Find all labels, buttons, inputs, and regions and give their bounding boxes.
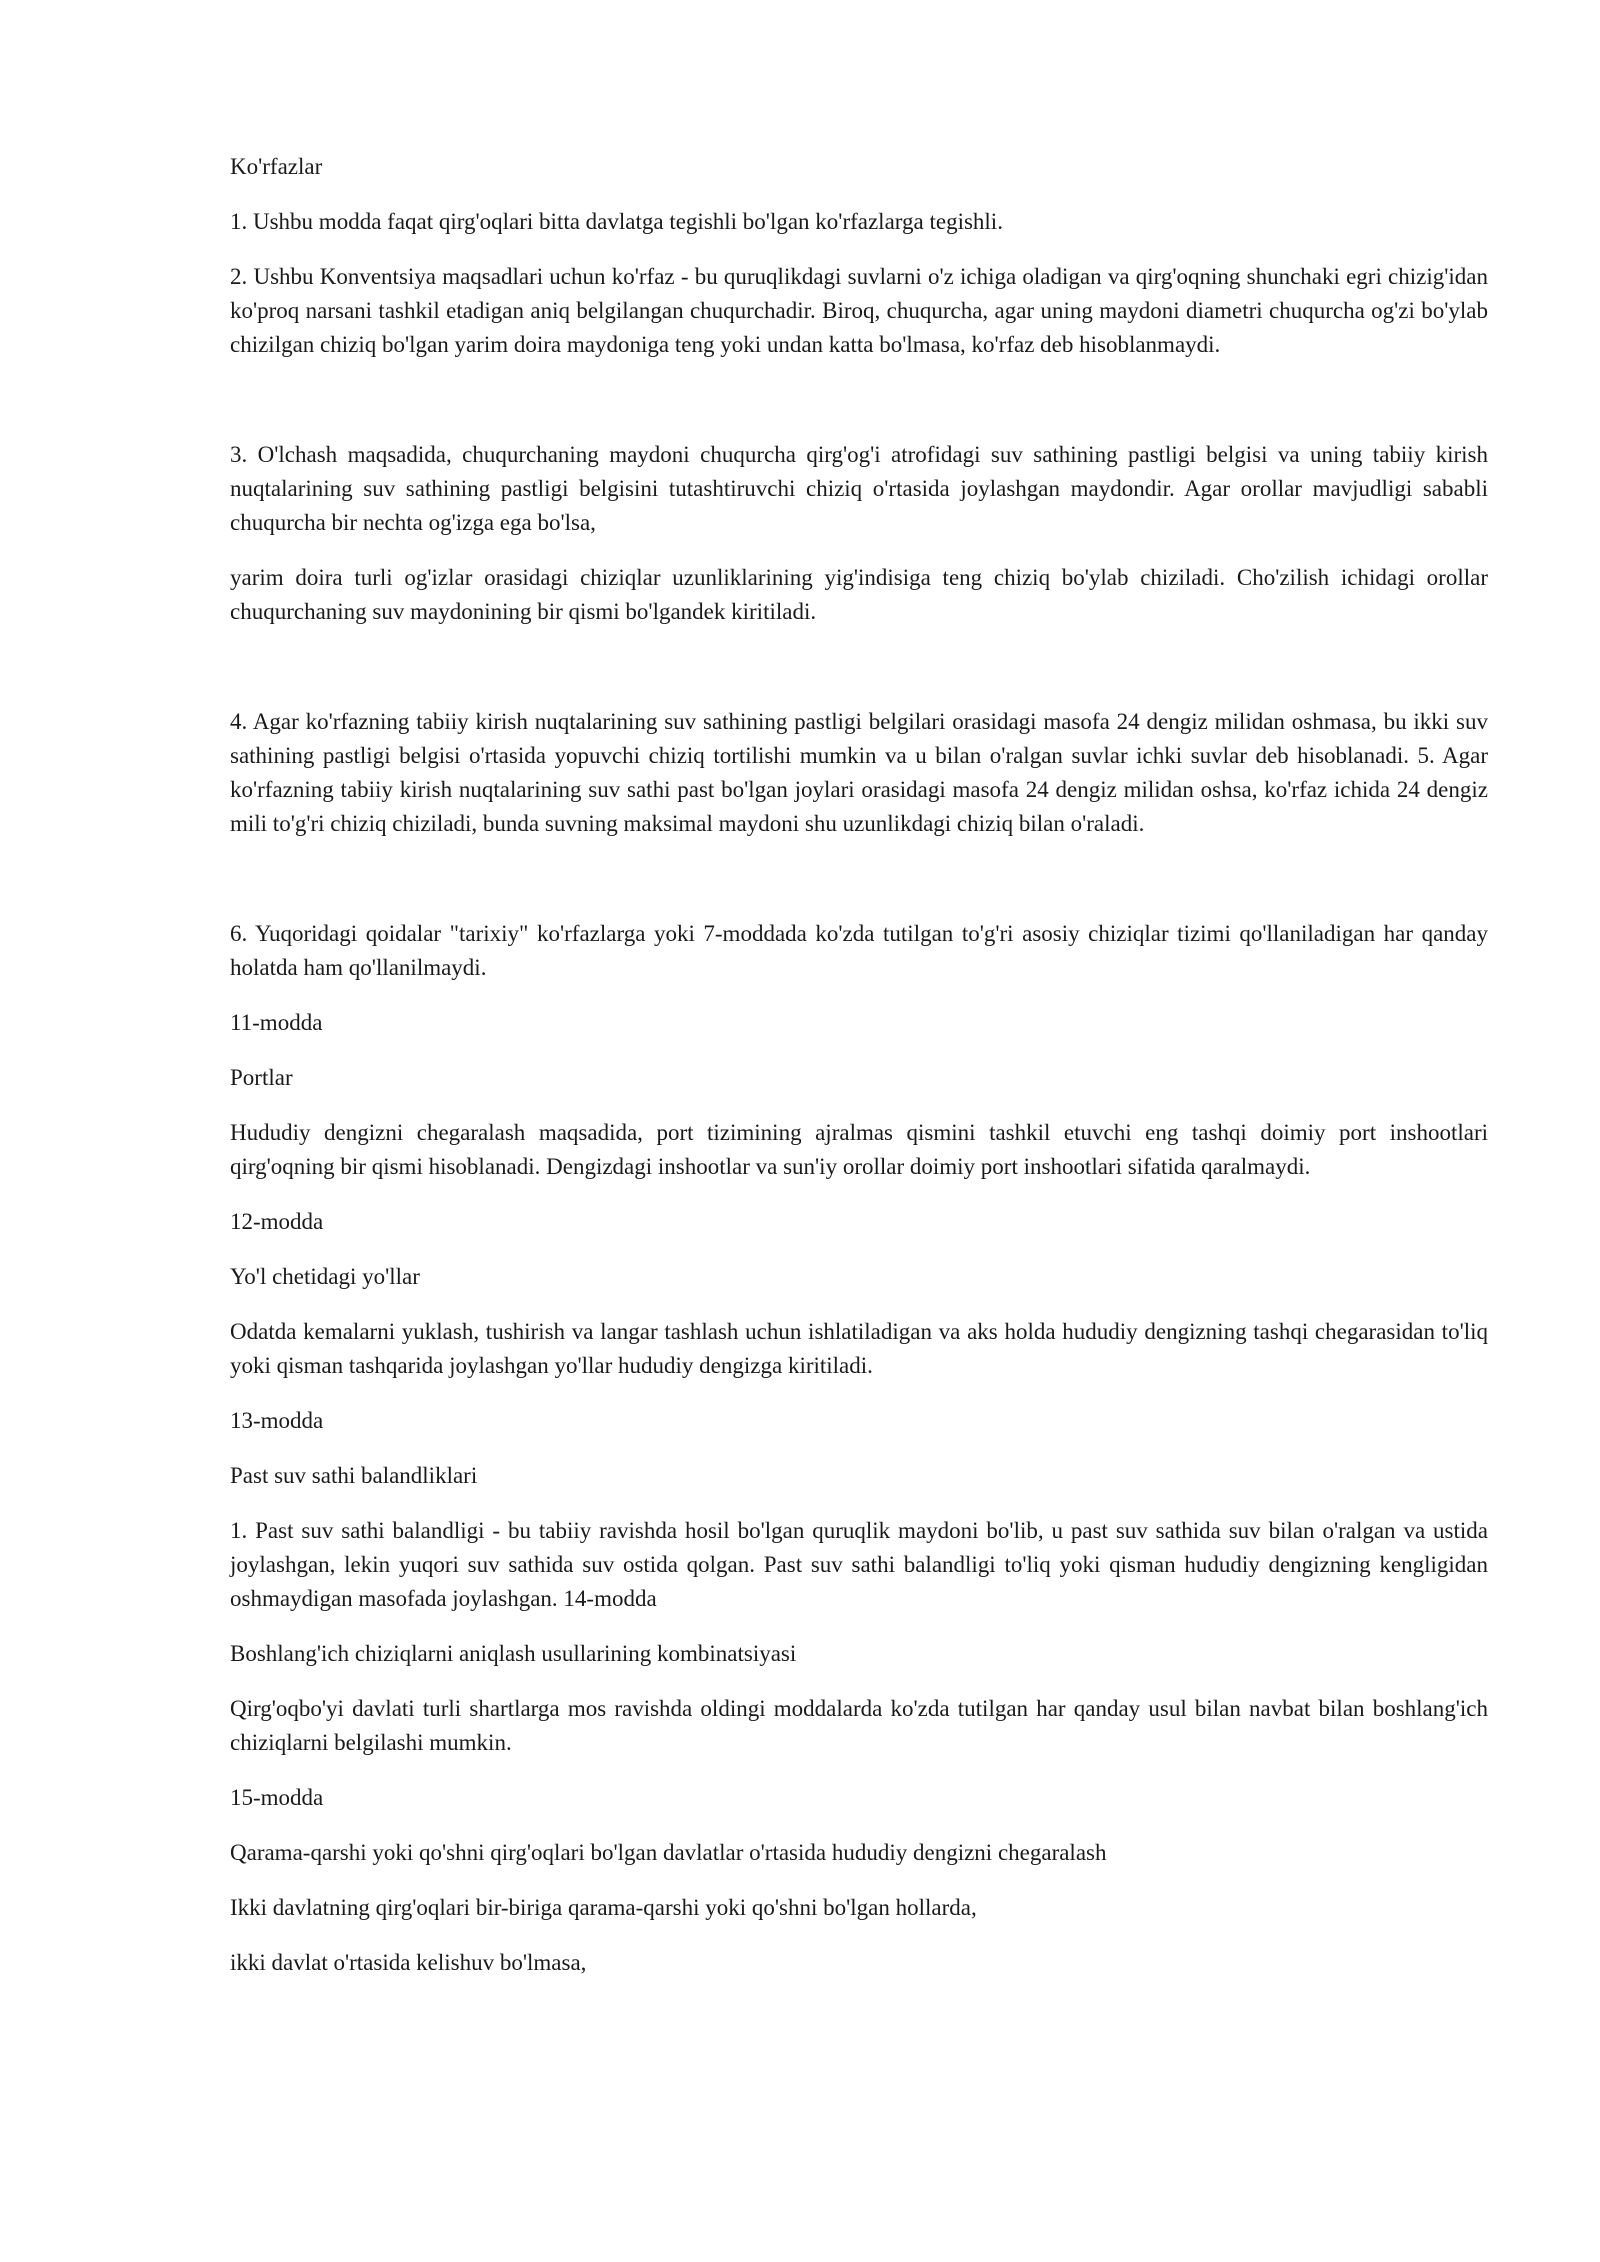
paragraph: 1. Ushbu modda faqat qirg'oqlari bitta davlatga tegishli bo'lgan ko'rfazlarga tegishli.: [230, 209, 1003, 234]
paragraph: Hududiy dengizni chegaralash maqsadida, port tizimining ajralmas qismini tashkil etuvchi eng tashqi doimiy port inshootlari qirg'oqning bir qismi hisoblanadi. Dengizdagi inshootlar va sun'iy orollar doimiy port inshootlari sifatida qaralmaydi.: [230, 1120, 1488, 1179]
paragraph: 3. O'lchash maqsadida, chuqurchaning maydoni chuqurcha qirg'og'i atrofidagi suv sathining pastligi belgisi va uning tabiiy kirish nuqtalarining suv sathining pastligi belgisini tutashtiruvchi chiziq o'rtasida joylashgan maydondir. Agar orollar mavjudligi sababli chuqurcha bir nechta og'izga ega bo'lsa,: [230, 442, 1488, 535]
article-title: Yo'l chetidagi yo'llar: [230, 1264, 420, 1289]
article-number: 12-modda: [230, 1209, 324, 1234]
paragraph: 4. Agar ko'rfazning tabiiy kirish nuqtalarining suv sathining pastligi belgilari orasidagi masofa 24 dengiz milidan oshmasa, bu ikki suv sathining pastligi belgisi o'rtasida yopuvchi chiziq tortilishi mumkin va u bilan o'ralgan suvlar ichki suvlar deb hisoblanadi. 5. Agar ko'rfazning tabiiy kirish nuqtalarining suv sathi past bo'lgan joylari orasidagi masofa 24 dengiz milidan oshsa, ko'rfaz ichida 24 dengiz mili to'g'ri chiziq chiziladi, bunda suvning maksimal maydoni shu uzunlikdagi chiziq bilan o'raladi.: [230, 709, 1488, 836]
paragraph: yarim doira turli og'izlar orasidagi chiziqlar uzunliklarining yig'indisiga teng chiziq bo'ylab chiziladi. Cho'zilish ichidagi orollar chuqurchaning suv maydonining bir qismi bo'lgandek kiritiladi.: [230, 565, 1488, 624]
paragraph: Qirg'oqbo'yi davlati turli shartlarga mos ravishda oldingi moddalarda ko'zda tutilgan har qanday usul bilan navbat bilan boshlang'ich chiziqlarni belgilashi mumkin.: [230, 1696, 1488, 1755]
article-title: Qarama-qarshi yoki qo'shni qirg'oqlari bo'lgan davlatlar o'rtasida hududiy dengizni chegaralash: [230, 1840, 1107, 1865]
paragraph: Odatda kemalarni yuklash, tushirish va langar tashlash uchun ishlatiladigan va aks holda hududiy dengizning tashqi chegarasidan to'liq yoki qisman tashqarida joylashgan yo'llar hududiy dengizga kiritiladi.: [230, 1319, 1488, 1378]
article-number: 13-modda: [230, 1408, 324, 1433]
paragraph: 6. Yuqoridagi qoidalar "tarixiy" ko'rfazlarga yoki 7-moddada ko'zda tutilgan to'g'ri asosiy chiziqlar tizimi qo'llaniladigan har qanday holatda ham qo'llanilmaydi.: [230, 921, 1488, 980]
document-page: [230, 150, 1488, 2001]
article-number: 11-modda: [230, 1010, 323, 1035]
article-title: Boshlang'ich chiziqlarni aniqlash usullarining kombinatsiyasi: [230, 1641, 797, 1666]
paragraph: 1. Past suv sathi balandligi - bu tabiiy ravishda hosil bo'lgan quruqlik maydoni bo'lib, u past suv sathida suv bilan o'ralgan va ustida joylashgan, lekin yuqori suv sathida suv ostida qolgan. Past suv sathi balandligi to'liq yoki qisman hududiy dengizning kengligidan oshmaydigan masofada joylashgan. 14-modda: [230, 1518, 1488, 1611]
section-heading: Ko'rfazlar: [230, 154, 323, 179]
article-number: 15-modda: [230, 1785, 324, 1810]
paragraph: Ikki davlatning qirg'oqlari bir-biriga qarama-qarshi yoki qo'shni bo'lgan hollarda,: [230, 1895, 977, 1920]
paragraph: 2. Ushbu Konventsiya maqsadlari uchun ko'rfaz - bu quruqlikdagi suvlarni o'z ichiga oladigan va qirg'oqning shunchaki egri chizig'idan ko'proq narsani tashkil etadigan aniq belgilangan chuqurchadir. Biroq, chuqurcha, agar uning maydoni diametri chuqurcha og'zi bo'ylab chizilgan chiziq bo'lgan yarim doira maydoniga teng yoki undan katta bo'lmasa, ko'rfaz deb hisoblanmaydi.: [230, 264, 1488, 357]
paragraph: ikki davlat o'rtasida kelishuv bo'lmasa,: [230, 1950, 587, 1975]
article-title: Portlar: [230, 1065, 293, 1090]
article-title: Past suv sathi balandliklari: [230, 1463, 478, 1488]
